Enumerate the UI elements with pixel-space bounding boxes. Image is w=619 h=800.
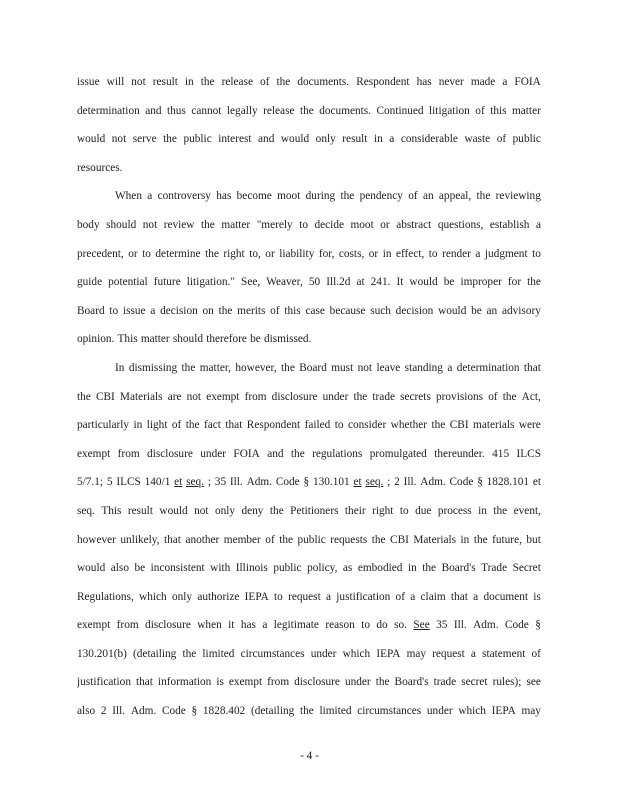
text-line: seq. This result would not only deny the Petitioners their right to due process in the event, bbox=[77, 504, 541, 517]
text-line: When a controversy has become moot during the pendency of an appeal, the reviewing bbox=[115, 190, 541, 203]
text-line: guide potential future litigation." See, Weaver, 50 Ill.2d at 241. It would be improper for the bbox=[77, 276, 541, 289]
text-line: 130.201(b) (detailing the limited circumstances under which IEPA may request a statement of bbox=[77, 647, 541, 660]
page-number: - 4 - bbox=[300, 750, 319, 762]
text-line: determination and thus cannot legally release the documents. Continued litigation of this matter bbox=[77, 104, 541, 117]
text-line: resources. bbox=[77, 161, 123, 174]
text-line: precedent, or to determine the right to, or liability for, costs, or in effect, to render a judgment to bbox=[77, 247, 541, 260]
text-line: Regulations, which only authorize IEPA to request a justification of a claim that a document is bbox=[77, 590, 541, 603]
text-line: exempt from disclosure under FOIA and the regulations promulgated thereunder. 415 ILCS bbox=[77, 447, 541, 460]
text-line: exempt from disclosure when it has a legitimate reason to do so. See 35 Ill. Adm. Code § bbox=[77, 619, 541, 632]
text-line: however unlikely, that another member of the public requests the CBI Materials in the future, but bbox=[77, 533, 541, 546]
text-line: Board to issue a decision on the merits of this case because such decision would be an advisory bbox=[77, 304, 541, 317]
text-line: would also be inconsistent with Illinois public policy, as embodied in the Board's Trade Secret bbox=[77, 562, 541, 575]
paragraph bbox=[77, 68, 541, 182]
text-line: particularly in light of the fact that Respondent failed to consider whether the CBI materials were bbox=[77, 419, 541, 432]
text-line: 5/7.1; 5 ILCS 140/1 et seq. ; 35 Ill. Adm. Code § 130.101 et seq. ; 2 Ill. Adm. Code § 1828.101 et bbox=[77, 476, 541, 489]
text-line: opinion. This matter should therefore be dismissed. bbox=[77, 333, 312, 346]
text-line: justification that information is exempt from disclosure under the Board's trade secret rules); see bbox=[77, 676, 541, 689]
text-line: issue will not result in the release of the documents. Respondent has never made a FOIA bbox=[77, 76, 541, 88]
paragraph bbox=[77, 354, 541, 726]
paragraph bbox=[77, 182, 541, 354]
text-line: also 2 Ill. Adm. Code § 1828.402 (detailing the limited circumstances under which IEPA may bbox=[77, 705, 541, 718]
body-text bbox=[77, 68, 541, 726]
text-line: In dismissing the matter, however, the Board must not leave standing a determination that bbox=[115, 361, 541, 374]
text-line: body should not review the matter "merely to decide moot or abstract questions, establish a bbox=[77, 218, 541, 231]
text-line: the CBI Materials are not exempt from disclosure under the trade secrets provisions of the Act, bbox=[77, 390, 541, 403]
text-line: would not serve the public interest and would only result in a considerable waste of public bbox=[77, 133, 541, 146]
